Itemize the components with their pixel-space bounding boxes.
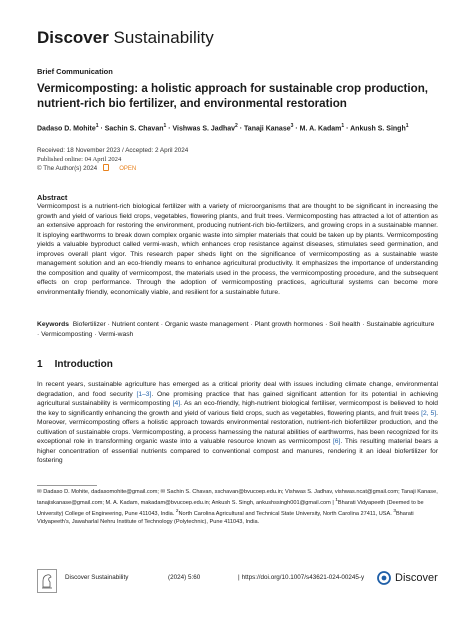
footer-journal: Discover Sustainability [65,574,129,581]
abstract-text: Vermicompost is a nutrient-rich biological fertilizer with a variety of microorganisms that are thought to be significant in increasing the growth and yield of various field crops, vegetables, flowering plants, and fruit trees. Vermicomposting has attracted a lot of attention as an extensive approach for restoring the environment, producing nutrient-rich bio-fertilizers, and growing crops in a sustainable manner. It isploying earthworms to break down complex organic waste into simpler materials that could be taken up by plants. Vermicomposting yields a valuable byproduct called vermi-wash, which enhances crop resistance against diseases, stimulates seed germination, and improves overall plant vigor. This research paper sheds light on the significance of vermicomposting as a sustainable waste management solution and an eco-friendly means to enhance agricultural productivity. It emphasizes the importance of understanding the composition and quality of vermicompost, the materials used in the process, the vermicomposting procedure, and the subsequent effects on crop performance. Through the adoption of vermicomposting practices, agricultural systems can become more environmentally friendly, economically viable, and resilient for a sustainable future. [37,203,438,296]
author-name[interactable]: Sachin S. Chavan [104,125,164,133]
footer-volume: (2024) 5:60 [168,574,201,581]
journal-title-bold: Discover [37,28,109,47]
discover-logo [377,571,438,585]
intro-text-segment: . Moreover, vermicomposting offers a holistic approach towards environmental restoration, nutrient-rich biofertilizer production, and the cultivation of sustainable crops. Vermicomposting, a process harnessing the natural abilities of earthworms, has been recognized for its exceptional role in transforming organic waste into a valuable resource known as vermicompost [37,409,438,445]
publisher-logo [37,569,57,593]
section-title: Introduction [54,359,113,370]
author-affiliation-sup: 2 [235,123,238,129]
discover-logo-icon [377,571,391,585]
section-heading [37,359,113,370]
copyright-line [37,164,188,174]
journal-title [37,28,214,48]
open-access-icon [103,164,109,171]
open-access-badge[interactable]: OPEN [119,166,137,172]
springer-horse-icon [40,572,54,590]
intro-text-segment: . One promising practice that has gained significant attention for its potential in achieving agricultural sustainability is vermicomposting [37,390,438,407]
affiliation-1: Bharati Vidyapeeth (Deemed to be University) College of Engineering, Pune 411043, India. [37,499,424,517]
citation-link[interactable]: [6] [332,438,341,445]
journal-title-rest: Sustainability [108,28,214,47]
footer-doi[interactable]: | https://doi.org/10.1007/s43621-024-00245-y [238,574,365,581]
introduction-text [37,380,438,466]
author-name[interactable]: Dadaso D. Mohite [37,125,96,133]
published-online: Published online: 04 April 2024 [37,156,122,163]
author-separator: · [98,125,105,133]
affiliation-3: Bharati Vidyapeeth's, Jawaharlal Nehru Institute of Technology (Polytechnic), Pune 411043, India. [37,510,414,525]
author-list [37,123,409,132]
author-affiliation-sup: 1 [405,123,409,129]
author-name[interactable]: Tanaji Kanase [244,125,291,133]
discover-logo-text: Discover [395,572,438,584]
author-separator: · [293,125,300,133]
footnote-divider [37,485,97,486]
author-affiliation-sup: 1 [163,123,167,129]
copyright: © The Author(s) 2024 [37,165,98,172]
aff-sup-1: 1 [335,497,338,502]
correspondence: ✉ Dadaso D. Mohite, dadasomohite@gmail.com; ✉ Sachin S. Chavan, sschavan@bvucoep.edu.in; Vishwas S. Jadhav, vishwas.ncat@gmail.com; Tanaji Kanase, tanajiskanase@gmail.com; M. A. Kadam, makadam@bvucoep.edu.in; Ankush S. Singh, ankushssingh001@gmail.com | [37,489,438,506]
paper-title: Vermicomposting: a holistic approach for sustainable crop production, nutrient-rich bio fertilizer, and environmental restoration [37,82,429,110]
abstract-heading: Abstract [37,193,68,202]
affiliation-2: North Carolina Agricultural and Technical State University, North Carolina 27411, USA. [178,510,394,517]
intro-text-segment: . This resulting material bears a higher concentration of essential nutrients compared to conventional compost and manures, rendering it an ideal biofertilizer for fostering [37,438,438,464]
author-separator: · [166,125,173,133]
author-separator: · [344,125,351,133]
received-accepted: Received: 18 November 2023 / Accepted: 2 April 2024 [37,147,189,154]
keywords-list: Biofertilizer · Nutrient content · Organic waste management · Plant growth hormones · Soil health · Sustainable agriculture · Vermicomposting · Vermi-wash [37,321,435,338]
aff-sup-3: 3 [393,507,396,513]
keywords [37,320,438,340]
author-separator: · [237,125,245,133]
keywords-label: Keywords [37,321,69,328]
page-footer [37,569,438,593]
footnote [37,488,438,526]
intro-text-segment: In recent years, sustainable agriculture has emerged as a critical priority deal with issues including climate change, environmental degradation, and food security [37,381,438,398]
citation-link[interactable]: [4] [172,400,181,407]
author-affiliation-sup: 3 [290,123,294,129]
author-affiliation-sup: 1 [341,123,345,129]
doi-link[interactable]: https://doi.org/10.1007/s43621-024-00245-y [241,574,365,581]
intro-text-segment: . As an eco-friendly, high-nutrient biological fertiliser, vermicompost is believed to hold the key to significantly enhancing the growth and yield of various field crops, such as vegetables, flowering plants, and fruit trees [37,400,438,417]
author-name[interactable]: M. A. Kadam [299,125,342,133]
citation-link[interactable]: [1–3] [136,390,152,398]
author-affiliation-sup: 1 [95,123,99,129]
author-name[interactable]: Ankush S. Singh [350,125,406,133]
citation-link[interactable]: [2, 5] [421,409,437,417]
article-type: Brief Communication [37,67,113,76]
aff-sup-2: 2 [175,507,179,513]
author-name[interactable]: Vishwas S. Jadhav [172,125,236,133]
section-number: 1 [37,359,43,370]
dates-block [37,146,188,174]
